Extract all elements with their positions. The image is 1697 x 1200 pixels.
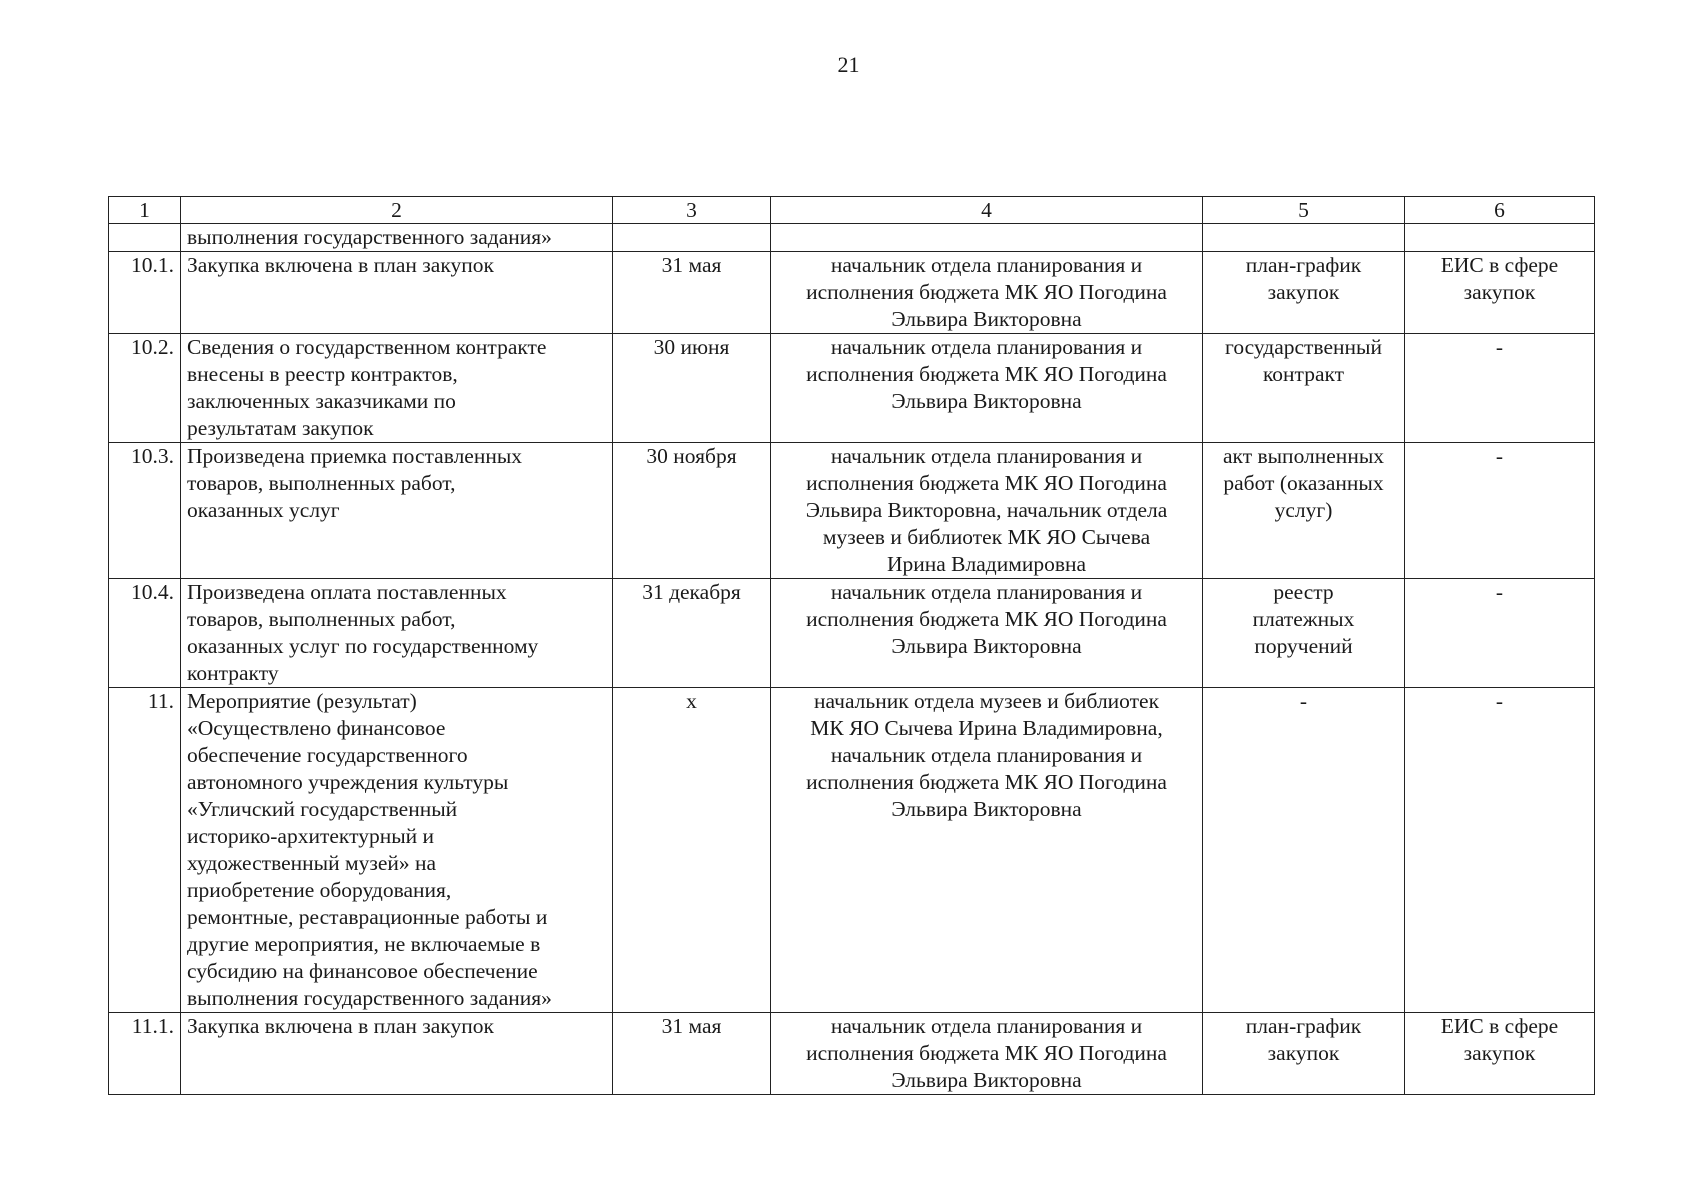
cell-text-line: начальник отдела планирования и [830,743,1143,767]
cell-text-line: Эльвира Викторовна [891,634,1082,658]
description-cell [181,443,613,579]
cell-text-line: «Осуществлено финансовое [187,716,446,740]
cell-text-line: - [1495,444,1504,468]
column-header: 1 [109,197,181,224]
cell-text-line: Произведена приемка поставленных [187,444,523,468]
cell-text-line: Эльвира Викторовна, начальник отдела [805,498,1168,522]
column-header: 2 [181,197,613,224]
cell-text-line: ЕИС в сфере [1440,1014,1559,1038]
system-cell [1405,688,1595,1013]
row-number-cell [109,224,181,252]
description-cell [181,224,613,252]
cell-text-line: выполнения государственного задания» [187,225,552,249]
column-header: 3 [613,197,771,224]
cell-text-line: оказанных услуг [187,498,340,522]
cell-text-line: Эльвира Викторовна [891,797,1082,821]
row-number-cell: 11. [109,688,181,1013]
cell-text-line: Сведения о государственном контракте [187,335,547,359]
deadline-cell [613,1013,771,1095]
cell-text-line: план-график [1245,253,1362,277]
cell-text-line: услуг) [1274,498,1333,522]
table-row [109,1013,1595,1095]
cell-text-line: - [1495,689,1504,713]
cell-text-line: х [686,689,697,713]
cell-text-line: Эльвира Викторовна [891,307,1082,331]
activity-table [108,196,1595,1095]
cell-text-line: Мероприятие (результат) [187,689,417,713]
document-cell [1203,688,1405,1013]
deadline-cell [613,688,771,1013]
row-number-cell: 10.4. [109,579,181,688]
description-cell [181,1013,613,1095]
cell-text-line: реестр [1273,580,1334,604]
cell-text-line: - [1495,580,1504,604]
column-header: 6 [1405,197,1595,224]
responsible-cell [771,224,1203,252]
cell-text-line: субсидию на финансовое обеспечение [187,959,538,983]
responsible-cell [771,252,1203,334]
column-header: 5 [1203,197,1405,224]
cell-text-line: ремонтные, реставрационные работы и [187,905,548,929]
system-cell [1405,443,1595,579]
responsible-cell [771,334,1203,443]
deadline-cell [613,443,771,579]
cell-text-line: закупок [1267,280,1340,304]
cell-text-line: исполнения бюджета МК ЯО Погодина [806,770,1167,794]
table-row [109,252,1595,334]
cell-text-line: работ (оказанных [1223,471,1384,495]
cell-text-line: историко-архитектурный и [187,824,435,848]
row-number-cell: 10.1. [109,252,181,334]
cell-text-line: Закупка включена в план закупок [187,1014,494,1038]
deadline-cell [613,579,771,688]
cell-text-line: 30 ноября [646,444,737,468]
description-cell [181,688,613,1013]
responsible-cell [771,443,1203,579]
cell-text-line: план-график [1245,1014,1362,1038]
cell-text-line: начальник отдела музеев и библиотек [813,689,1160,713]
cell-text-line: - [1495,335,1504,359]
cell-text-line: ЕИС в сфере [1440,253,1559,277]
cell-text-line: исполнения бюджета МК ЯО Погодина [806,1041,1167,1065]
cell-text-line: начальник отдела планирования и [830,1014,1143,1038]
cell-text-line: обеспечение государственного [187,743,468,767]
cell-text-line: выполнения государственного задания» [187,986,552,1010]
cell-text-line: закупок [1463,1041,1536,1065]
responsible-cell [771,1013,1203,1095]
cell-text-line: другие мероприятия, не включаемые в [187,932,541,956]
cell-text-line: начальник отдела планирования и [830,444,1143,468]
document-cell [1203,252,1405,334]
cell-text-line: 31 мая [661,253,722,277]
cell-text-line: музеев и библиотек МК ЯО Сычева [822,525,1151,549]
system-cell [1405,252,1595,334]
document-cell [1203,443,1405,579]
cell-text-line: 31 декабря [642,580,741,604]
cell-text-line: оказанных услуг по государственному [187,634,539,658]
row-number-cell: 11.1. [109,1013,181,1095]
description-cell [181,334,613,443]
table-row [109,443,1595,579]
cell-text-line: приобретение оборудования, [187,878,452,902]
row-number-cell: 10.2. [109,334,181,443]
cell-text-line: внесены в реестр контрактов, [187,362,458,386]
cell-text-line: Закупка включена в план закупок [187,253,494,277]
cell-text-line: начальник отдела планирования и [830,580,1143,604]
system-cell [1405,1013,1595,1095]
description-cell [181,252,613,334]
cell-text-line: МК ЯО Сычева Ирина Владимировна, [810,716,1163,740]
cell-text-line: начальник отдела планирования и [830,253,1143,277]
deadline-cell [613,252,771,334]
cell-text-line: товаров, выполненных работ, [187,607,456,631]
deadline-cell [613,334,771,443]
cell-text-line: Произведена оплата поставленных [187,580,507,604]
cell-text-line: исполнения бюджета МК ЯО Погодина [806,471,1167,495]
cell-text-line: 30 июня [653,335,730,359]
page-number: 21 [837,52,860,77]
document-cell [1203,224,1405,252]
table-header-row [109,197,1595,224]
document-cell [1203,1013,1405,1095]
cell-text-line: 31 мая [661,1014,722,1038]
cell-text-line: - [1299,689,1308,713]
cell-text-line: контракту [187,661,279,685]
cell-text-line: художественный музей» на [187,851,437,875]
document-cell [1203,579,1405,688]
cell-text-line: автономного учреждения культуры [187,770,509,794]
document-cell [1203,334,1405,443]
cell-text-line: Эльвира Викторовна [891,389,1082,413]
responsible-cell [771,579,1203,688]
table-row [109,688,1595,1013]
system-cell [1405,579,1595,688]
cell-text-line: товаров, выполненных работ, [187,471,456,495]
table-row [109,579,1595,688]
deadline-cell [613,224,771,252]
table-body [109,197,1595,1095]
cell-text-line: закупок [1267,1041,1340,1065]
cell-text-line: Эльвира Викторовна [891,1068,1082,1092]
cell-text-line: результатам закупок [187,416,374,440]
cell-text-line: акт выполненных [1222,444,1385,468]
description-cell [181,579,613,688]
column-header: 4 [771,197,1203,224]
row-number-cell: 10.3. [109,443,181,579]
cell-text-line: платежных [1252,607,1355,631]
cell-text-line: заключенных заказчиками по [187,389,456,413]
cell-text-line: исполнения бюджета МК ЯО Погодина [806,607,1167,631]
cell-text-line: исполнения бюджета МК ЯО Погодина [806,362,1167,386]
cell-text-line: Ирина Владимировна [886,552,1087,576]
cell-text-line: исполнения бюджета МК ЯО Погодина [806,280,1167,304]
cell-text-line: начальник отдела планирования и [830,335,1143,359]
cell-text-line: «Угличский государственный [187,797,458,821]
responsible-cell [771,688,1203,1013]
system-cell [1405,334,1595,443]
table-row [109,334,1595,443]
system-cell [1405,224,1595,252]
cell-text-line: государственный [1225,335,1382,359]
table-row [109,224,1595,252]
cell-text-line: поручений [1254,634,1353,658]
cell-text-line: закупок [1463,280,1536,304]
cell-text-line: контракт [1262,362,1345,386]
